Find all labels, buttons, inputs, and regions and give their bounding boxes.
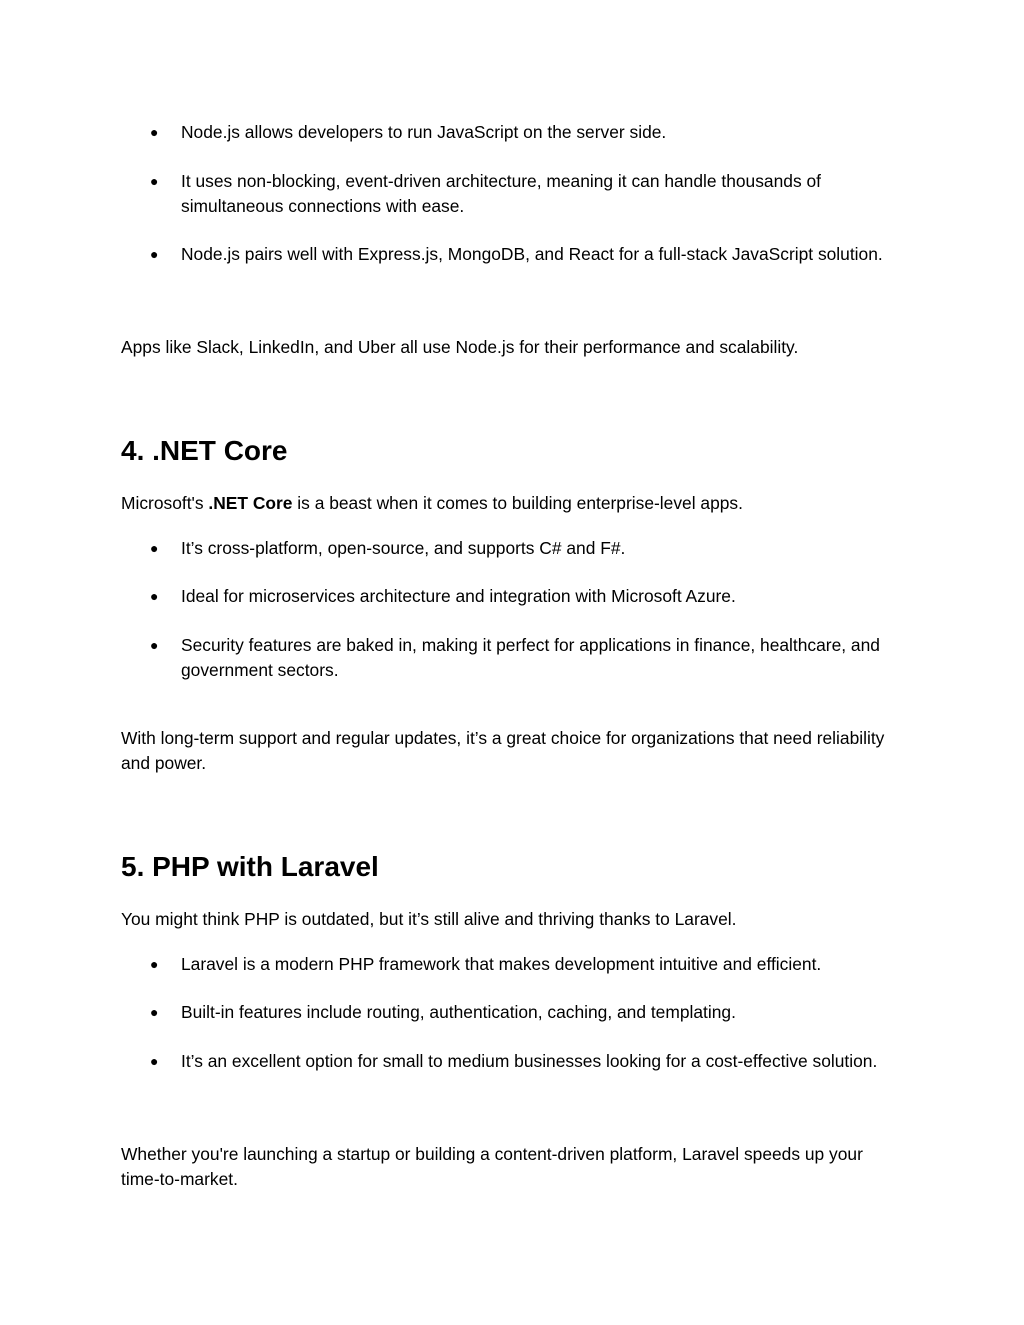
list-item: ● Built-in features include routing, authentication, caching, and templating.: [121, 1000, 736, 1025]
laravel-heading: 5. PHP with Laravel: [121, 851, 379, 882]
list-item: ● Node.js pairs well with Express.js, MongoDB, and React for a full-stack JavaScript solution.: [121, 242, 883, 267]
bullet-icon: ●: [150, 173, 159, 189]
list-item: ● Node.js allows developers to run JavaScript on the server side.: [121, 120, 666, 145]
bullet-icon: ●: [150, 637, 159, 653]
dotnet-intro-bold: .NET Core: [208, 493, 293, 513]
list-item: ● Laravel is a modern PHP framework that makes development intuitive and efficient.: [121, 952, 821, 977]
bullet-icon: ●: [150, 540, 159, 556]
dotnet-heading: 4. .NET Core: [121, 435, 288, 466]
bullet-icon: ●: [150, 956, 159, 972]
bullet-icon: ●: [150, 588, 159, 604]
bullet-icon: ●: [150, 1053, 159, 1069]
dotnet-intro-paragraph: Microsoft's .NET Core is a beast when it comes to building enterprise-level apps.: [121, 493, 743, 513]
laravel-closing-paragraph: Whether you're launching a startup or building a content-driven platform, Laravel speeds up your time-to-market.: [121, 1144, 863, 1189]
bullet-icon: ●: [150, 1004, 159, 1020]
list-item: ● Security features are baked in, making it perfect for applications in finance, healthcare, and government sectors.: [150, 635, 880, 680]
dotnet-closing-paragraph: With long-term support and regular updates, it’s a great choice for organizations that need reliability and power.: [121, 728, 885, 773]
bullet-icon: ●: [150, 246, 159, 262]
list-item: ● It’s an excellent option for small to medium businesses looking for a cost-effective solution.: [121, 1049, 877, 1074]
bullet-icon: ●: [150, 124, 159, 140]
list-item: ● It uses non-blocking, event-driven architecture, meaning it can handle thousands of simultaneous connections with ease.: [150, 171, 821, 216]
list-item: ● It’s cross-platform, open-source, and supports C# and F#.: [121, 536, 625, 561]
list-item: ● Ideal for microservices architecture and integration with Microsoft Azure.: [121, 584, 736, 609]
nodejs-closing-paragraph: Apps like Slack, LinkedIn, and Uber all use Node.js for their performance and scalability.: [121, 337, 799, 357]
laravel-intro-paragraph: You might think PHP is outdated, but it’s still alive and thriving thanks to Laravel.: [121, 909, 737, 929]
